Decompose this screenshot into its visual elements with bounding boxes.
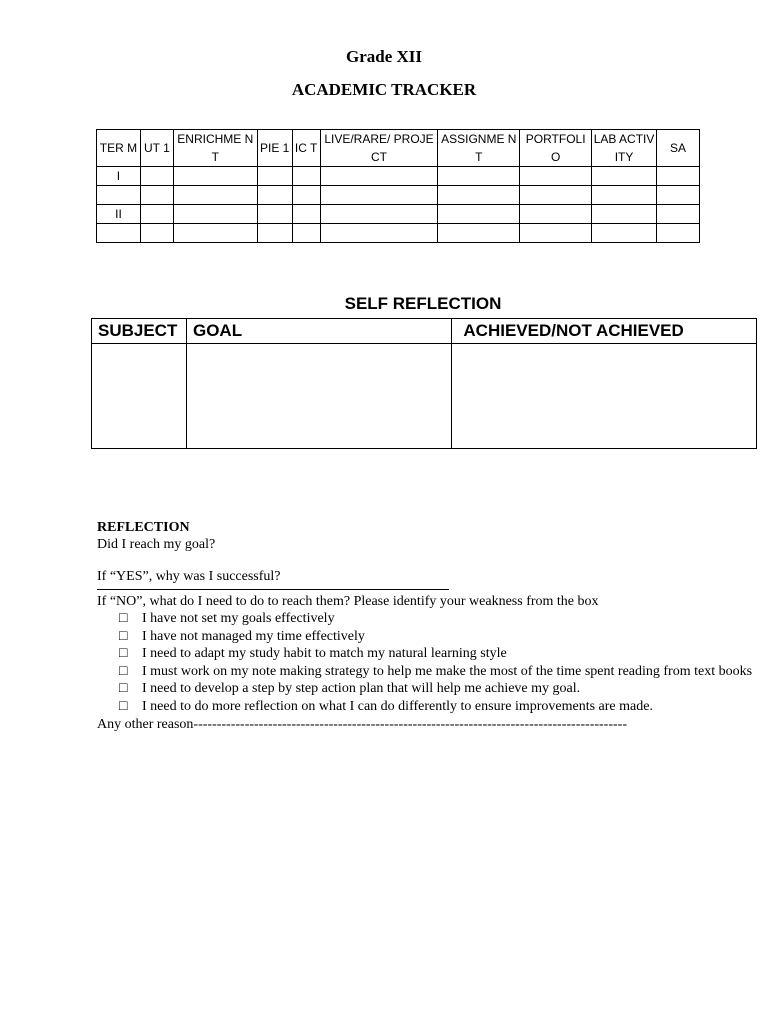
table-cell[interactable]: [257, 167, 292, 186]
tracker-header-cell: TER M: [97, 130, 141, 167]
option-label: I need to do more reflection on what I can do differently to ensure improvements are made.: [142, 698, 653, 714]
table-cell[interactable]: [140, 186, 173, 205]
table-cell[interactable]: [320, 186, 438, 205]
table-cell[interactable]: [656, 224, 699, 243]
term-cell[interactable]: [97, 186, 141, 205]
term-cell[interactable]: I: [97, 167, 141, 186]
table-cell[interactable]: [320, 205, 438, 224]
goal-cell[interactable]: [186, 344, 451, 449]
reflection-heading: REFLECTION: [97, 520, 190, 535]
option-label: I need to adapt my study habit to match my natural learning style: [142, 646, 507, 662]
question-goal-reached: Did I reach my goal?: [97, 537, 216, 552]
tracker-header-cell: PORTFOLI O: [520, 130, 592, 167]
list-item[interactable]: [97, 628, 757, 646]
table-cell[interactable]: [320, 167, 438, 186]
table-cell[interactable]: [320, 224, 438, 243]
option-label: I have not set my goals effectively: [142, 611, 335, 626]
table-cell[interactable]: [656, 186, 699, 205]
option-label: I must work on my note making strategy to help me make the most of the time spent reading from text books: [142, 663, 753, 679]
question-weakness: If “NO”, what do I need to do to reach them? Please identify your weakness from the box: [97, 594, 599, 609]
table-cell[interactable]: [438, 224, 520, 243]
table-cell[interactable]: [592, 224, 657, 243]
table-row: [97, 224, 700, 243]
subject-header: SUBJECT: [92, 319, 187, 344]
term-cell[interactable]: II: [97, 205, 141, 224]
table-row: [97, 167, 700, 186]
checkbox-icon[interactable]: □: [119, 663, 128, 679]
checkbox-icon[interactable]: □: [119, 628, 128, 644]
answer-line[interactable]: [97, 585, 449, 590]
self-reflection-title: SELF REFLECTION: [344, 294, 502, 313]
table-row: [97, 186, 700, 205]
goal-header: GOAL: [186, 319, 451, 344]
table-cell[interactable]: [656, 167, 699, 186]
table-cell[interactable]: [592, 186, 657, 205]
tracker-header-row: [97, 130, 700, 167]
table-cell[interactable]: [520, 224, 592, 243]
term-cell[interactable]: [97, 224, 141, 243]
table-cell[interactable]: [292, 205, 320, 224]
table-cell[interactable]: [173, 186, 257, 205]
table-cell[interactable]: [173, 167, 257, 186]
academic-tracker-table: [96, 129, 700, 243]
table-cell[interactable]: [656, 205, 699, 224]
self-reflection-table: [91, 318, 757, 449]
table-cell[interactable]: [438, 205, 520, 224]
list-item[interactable]: [97, 645, 757, 663]
list-item[interactable]: [97, 610, 757, 628]
tracker-header-cell: LIVE/RARE/ PROJECT: [320, 130, 438, 167]
tracker-header-cell: PIE 1: [257, 130, 292, 167]
achieved-cell[interactable]: [452, 344, 757, 449]
table-row: [92, 344, 757, 449]
achieved-header: ACHIEVED/NOT ACHIEVED: [452, 319, 757, 344]
tracker-header-cell: UT 1: [140, 130, 173, 167]
checkbox-icon[interactable]: □: [119, 646, 128, 662]
list-item[interactable]: [97, 698, 757, 716]
checkbox-icon[interactable]: □: [119, 698, 128, 714]
table-cell[interactable]: [140, 224, 173, 243]
self-reflection-header-row: [92, 319, 757, 344]
table-cell[interactable]: [292, 186, 320, 205]
table-cell[interactable]: [140, 167, 173, 186]
table-cell[interactable]: [438, 167, 520, 186]
question-why-successful: If “YES”, why was I successful?: [97, 569, 281, 584]
table-cell[interactable]: [173, 205, 257, 224]
table-cell[interactable]: [520, 186, 592, 205]
option-label: I need to develop a step by step action plan that will help me achieve my goal.: [142, 681, 581, 697]
table-cell[interactable]: [592, 167, 657, 186]
tracker-header-cell: SA: [656, 130, 699, 167]
other-reason-line: Any other reason---------------------------------------------------------------------------------------------: [97, 716, 627, 732]
reflection-section: [97, 519, 757, 733]
table-cell[interactable]: [520, 205, 592, 224]
table-cell[interactable]: [438, 186, 520, 205]
table-cell[interactable]: [257, 186, 292, 205]
table-cell[interactable]: [592, 205, 657, 224]
checkbox-icon[interactable]: □: [119, 611, 128, 626]
table-cell[interactable]: [292, 167, 320, 186]
table-cell[interactable]: [292, 224, 320, 243]
grade-title: Grade XII: [345, 47, 423, 66]
option-label: I have not managed my time effectively: [142, 628, 365, 644]
tracker-header-cell: ASSIGNME NT: [438, 130, 520, 167]
list-item[interactable]: [97, 663, 757, 681]
table-cell[interactable]: [257, 205, 292, 224]
tracker-header-cell: IC T: [292, 130, 320, 167]
table-row: [97, 205, 700, 224]
checkbox-icon[interactable]: □: [119, 681, 128, 697]
table-cell[interactable]: [140, 205, 173, 224]
list-item[interactable]: [97, 680, 757, 698]
tracker-header-cell: ENRICHME NT: [173, 130, 257, 167]
table-cell[interactable]: [173, 224, 257, 243]
page-title: ACADEMIC TRACKER: [291, 80, 477, 99]
table-cell[interactable]: [257, 224, 292, 243]
subject-cell[interactable]: [92, 344, 187, 449]
tracker-header-cell: LAB ACTIVITY: [592, 130, 657, 167]
table-cell[interactable]: [520, 167, 592, 186]
